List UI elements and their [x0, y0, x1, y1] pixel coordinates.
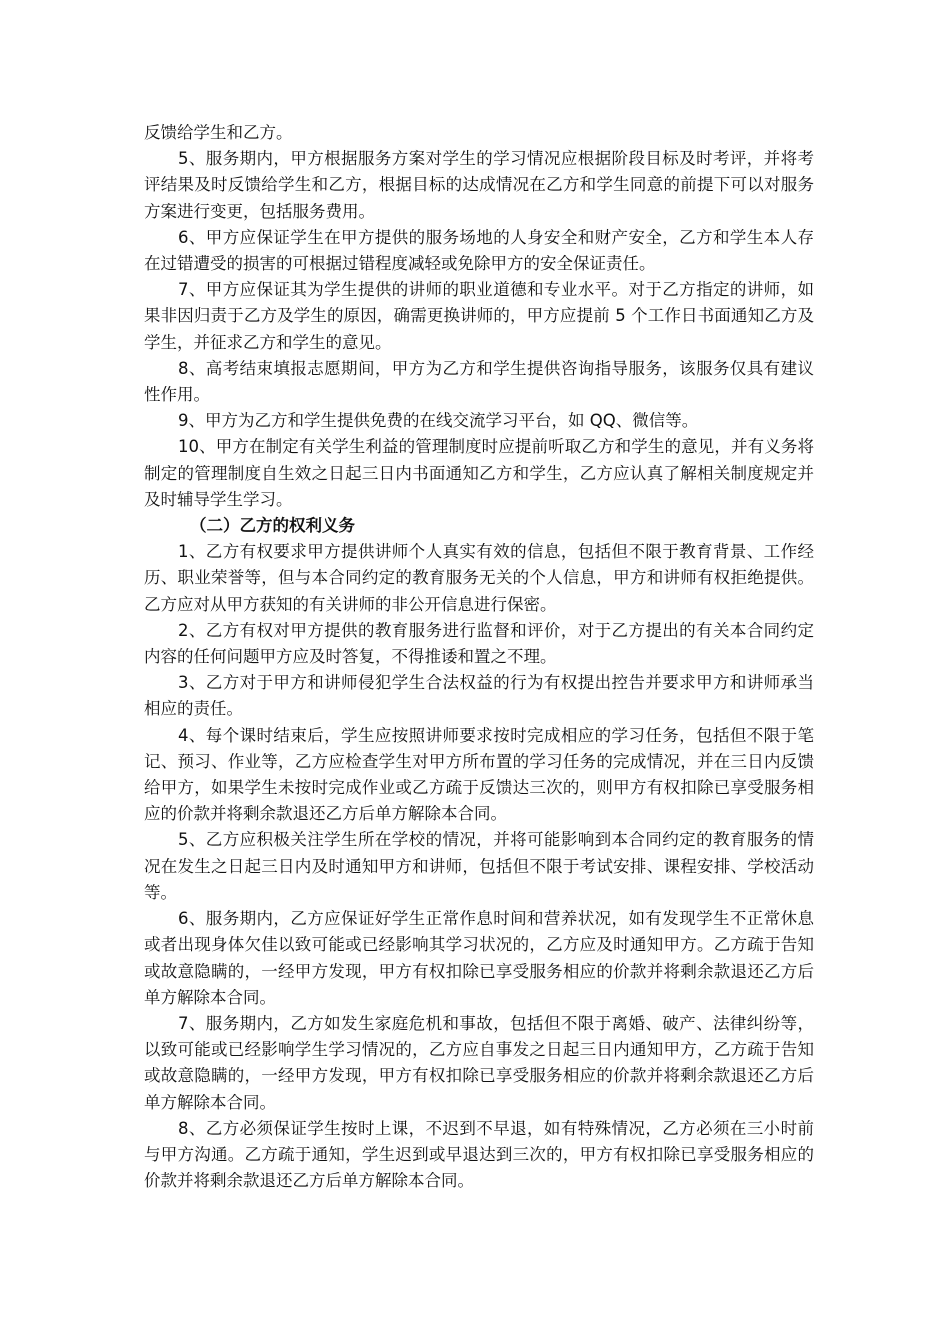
clause-b6: 6、服务期内，乙方应保证好学生正常作息时间和营养状况，如有发现学生不正常休息或者出现身体欠佳以致可能或已经影响其学习状况的，乙方应及时通知甲方。乙方疏于告知或故意隐瞒的，一经甲方发现，甲方有权扣除已享受服务相应的价款并将剩余款退还乙方后单方解除本合同。	[144, 909, 814, 1007]
clause-b7: 7、服务期内，乙方如发生家庭危机和事故，包括但不限于离婚、破产、法律纠纷等，以致可能或已经影响学生学习情况的，乙方应自事发之日起三日内通知甲方，乙方疏于告知或故意隐瞒的，一经甲方发现，甲方有权扣除已享受服务相应的价款并将剩余款退还乙方后单方解除本合同。	[144, 1013, 814, 1112]
clause-a10: 10、甲方在制定有关学生利益的管理制度时应提前听取乙方和学生的意见，并有义务将制定的管理制度自生效之日起三日内书面通知乙方和学生，乙方应认真了解相关制度规定并及时辅导学生学习。	[144, 437, 814, 509]
section-heading: （二）乙方的权利义务	[190, 516, 355, 536]
clause-a5: 5、服务期内，甲方根据服务方案对学生的学习情况应根据阶段目标及时考评，并将考评结果及时反馈给学生和乙方，根据目标的达成情况在乙方和学生同意的前提下可以对服务方案进行变更，包括服务费用。	[144, 149, 814, 221]
clause-a7: 7、甲方应保证其为学生提供的讲师的职业道德和专业水平。对于乙方指定的讲师，如果非因归责于乙方及学生的原因，确需更换讲师的，甲方应提前 5 个工作日书面通知乙方及学生，并征求乙方和学生的意见。	[144, 280, 814, 352]
clause-b3: 3、乙方对于甲方和讲师侵犯学生合法权益的行为有权提出控告并要求甲方和讲师承当相应的责任。	[144, 673, 814, 719]
paragraph-continuation: 反馈给学生和乙方。	[144, 123, 293, 142]
clause-a8: 8、高考结束填报志愿期间，甲方为乙方和学生提供咨询指导服务，该服务仅具有建议性作用。	[144, 358, 814, 405]
clause-b1: 1、乙方有权要求甲方提供讲师个人真实有效的信息，包括但不限于教育背景、工作经历、职业荣誉等，但与本合同约定的教育服务无关的个人信息，甲方和讲师有权拒绝提供。乙方应对从甲方获知的有关讲师的非公开信息进行保密。	[144, 542, 814, 614]
clause-a9: 9、甲方为乙方和学生提供免费的在线交流学习平台，如 QQ、微信等。	[178, 411, 699, 431]
clause-a6: 6、甲方应保证学生在甲方提供的服务场地的人身安全和财产安全，乙方和学生本人存在过错遭受的损害的可根据过错程度减轻或免除甲方的安全保证责任。	[144, 227, 814, 274]
clause-b8: 8、乙方必须保证学生按时上课，不迟到不早退，如有特殊情况，乙方必须在三小时前与甲方沟通。乙方疏于通知，学生迟到或早退达到三次的，甲方有权扣除已享受服务相应的价款并将剩余款退还乙方后单方解除本合同。	[144, 1118, 814, 1191]
clause-b2: 2、乙方有权对甲方提供的教育服务进行监督和评价，对于乙方提出的有关本合同约定内容的任何问题甲方应及时答复，不得推诿和置之不理。	[144, 620, 814, 667]
clause-b4: 4、每个课时结束后，学生应按照讲师要求按时完成相应的学习任务，包括但不限于笔记、预习、作业等，乙方应检查学生对甲方所布置的学习任务的完成情况，并在三日内反馈给甲方，如果学生未按时完成作业或乙方疏于反馈达三次的，则甲方有权扣除已享受服务相应的价款并将剩余款退还乙方后单方解除本合同。	[144, 725, 814, 824]
clause-b5: 5、乙方应积极关注学生所在学校的情况，并将可能影响到本合同约定的教育服务的情况在发生之日起三日内及时通知甲方和讲师，包括但不限于考试安排、课程安排、学校活动等。	[144, 830, 814, 902]
document-body	[144, 120, 814, 1194]
